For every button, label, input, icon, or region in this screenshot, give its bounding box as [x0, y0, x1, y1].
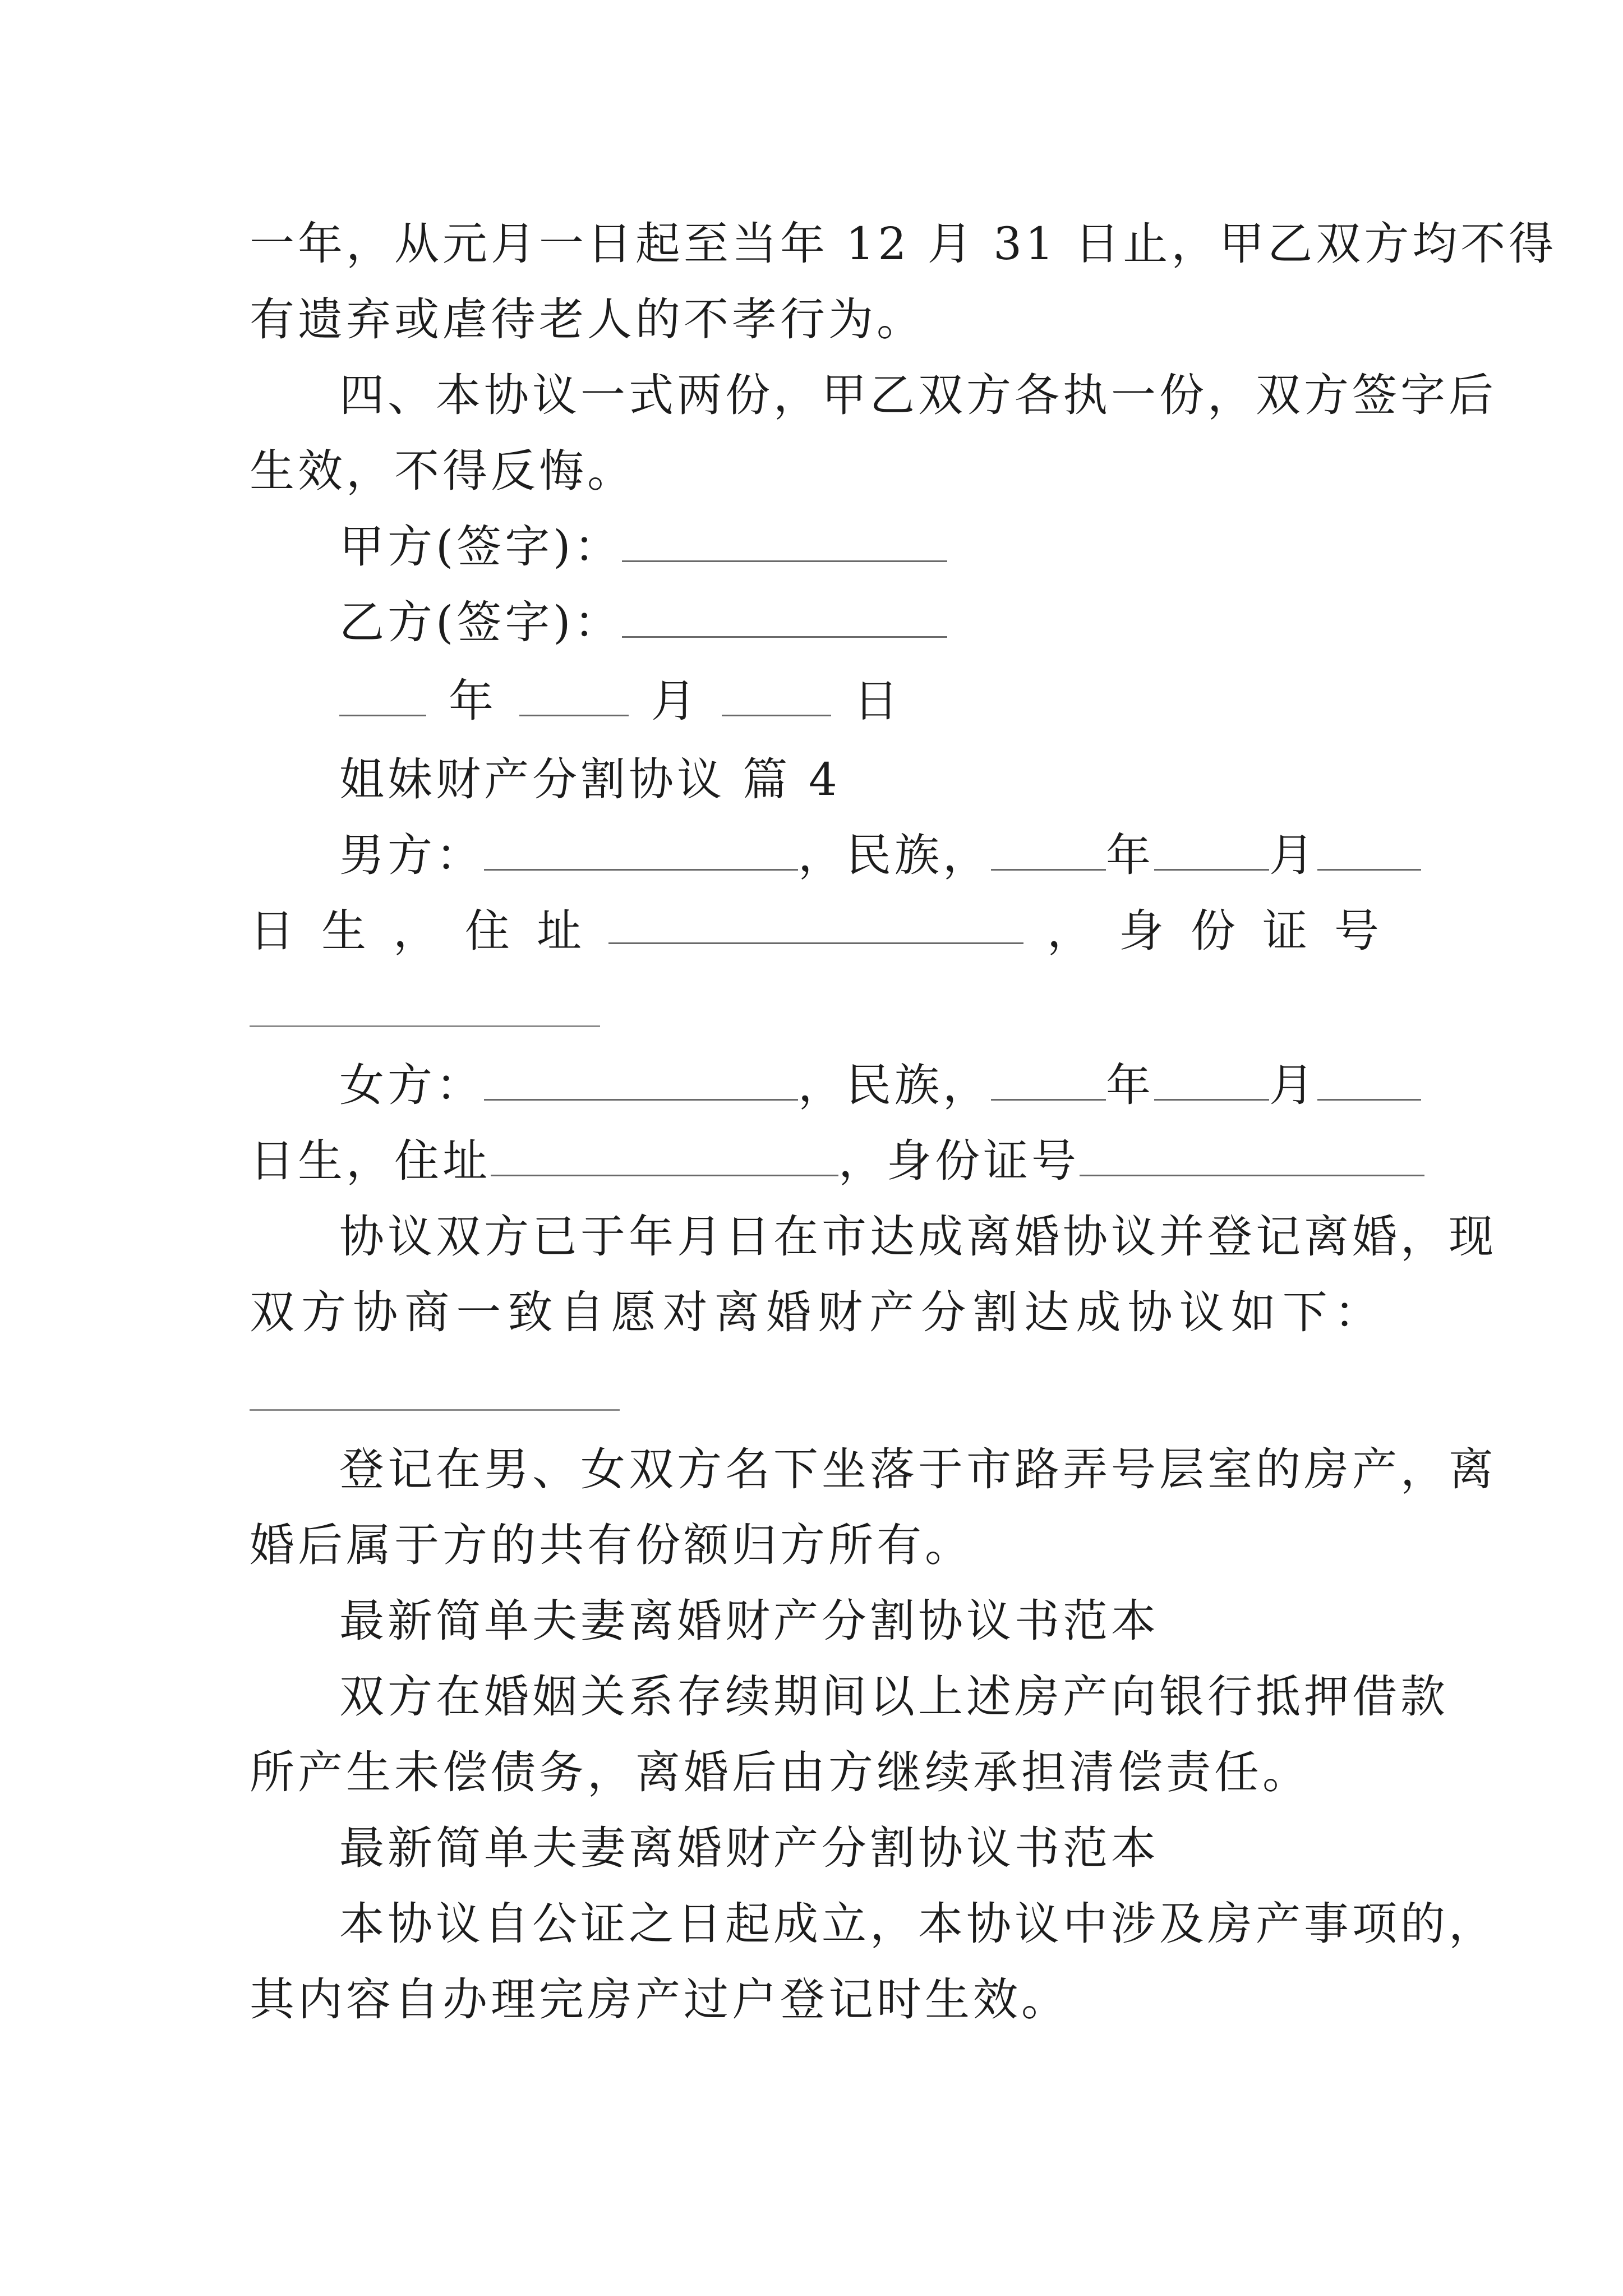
agreement-blank[interactable]: [250, 1409, 620, 1411]
name-blank[interactable]: [484, 1060, 798, 1101]
id-number-blank[interactable]: [250, 1025, 600, 1027]
char: 婚: [766, 1286, 814, 1338]
char: 愿: [611, 1286, 660, 1338]
char: 对: [662, 1286, 711, 1338]
char: 日: [250, 905, 298, 957]
char: 身: [1119, 905, 1167, 957]
char: 如: [1230, 1286, 1279, 1338]
day-blank[interactable]: [1317, 1060, 1421, 1101]
id-number-blank[interactable]: [1080, 1135, 1424, 1176]
month-blank[interactable]: [1154, 830, 1269, 871]
char: 份: [1191, 905, 1239, 957]
female-label: 女方：: [339, 1059, 484, 1111]
text-line: 有遗弃或虐待老人的不孝行为。: [250, 293, 925, 346]
text-line: 四、本协议一式两份，甲乙双方各执一份，双方签字后: [339, 369, 1497, 421]
year-blank[interactable]: [339, 675, 426, 716]
signature-blank[interactable]: [622, 521, 947, 562]
month-label: 月: [1269, 1059, 1317, 1111]
text-line: 双方在婚姻关系存续期间以上述房产向银行抵押借款: [339, 1671, 1449, 1723]
char: 址: [537, 905, 585, 957]
char: 协: [1127, 1286, 1176, 1338]
signature-blank[interactable]: [622, 597, 947, 638]
subtitle: 最新简单夫妻离婚财产分割协议书范本: [339, 1595, 1159, 1647]
date-day-label: 日: [854, 675, 902, 727]
address-blank[interactable]: [491, 1135, 838, 1176]
signature-line-party-b: [339, 595, 1382, 651]
year-label: 年: [1106, 1059, 1154, 1111]
text-line: 婚后属于方的共有份额归方所有。: [250, 1519, 973, 1571]
month-blank[interactable]: [1154, 1060, 1269, 1101]
signature-label: 乙方(签字)：: [339, 596, 623, 648]
char: 达: [1024, 1286, 1073, 1338]
text-line: 本协议自公证之日起成立，本协议中涉及房产事项的，: [339, 1898, 1497, 1950]
char: 致: [508, 1286, 556, 1338]
char: 证: [1262, 905, 1311, 957]
char: 商: [404, 1286, 453, 1338]
ethnic-label: ，民族，: [798, 829, 991, 881]
female-address-line: [250, 1133, 1382, 1189]
male-label: 男方：: [339, 829, 484, 881]
char: ，: [393, 905, 441, 957]
male-address-line: [250, 903, 1382, 959]
signature-line-party-a: [339, 519, 1382, 575]
char: 下: [1282, 1286, 1331, 1338]
char: 分: [921, 1286, 970, 1338]
ethnic-label: ，民族，: [798, 1059, 991, 1111]
subtitle: 最新简单夫妻离婚财产分割协议书范本: [339, 1822, 1159, 1874]
month-blank[interactable]: [519, 675, 629, 716]
text-line: 一年，从元月一日起至当年 12 月 31 日止，甲乙双方均不得: [250, 218, 1557, 270]
born-address-label: 日生，住址: [250, 1135, 491, 1187]
char: 产: [869, 1286, 918, 1338]
name-blank[interactable]: [484, 830, 798, 871]
char: 方: [301, 1286, 350, 1338]
text-line-justified: [250, 1285, 1382, 1341]
year-blank[interactable]: [991, 1060, 1106, 1101]
char: 财: [818, 1286, 866, 1338]
char: 离: [714, 1286, 763, 1338]
year-blank[interactable]: [991, 830, 1106, 871]
section-heading: 姐妹财产分割协议 篇 4: [339, 753, 841, 806]
char: 双: [250, 1286, 298, 1338]
female-party-line: [339, 1057, 1382, 1114]
month-label: 月: [1269, 829, 1317, 881]
text-line: 登记在男、女双方名下坐落于市路弄号层室的房产，离: [339, 1443, 1497, 1496]
char: 住: [465, 905, 513, 957]
char: 号: [1334, 905, 1382, 957]
char: 协: [353, 1286, 402, 1338]
date-month-label: 月: [651, 675, 699, 727]
char: 自: [559, 1286, 608, 1338]
date-year-label: 年: [449, 675, 497, 727]
char: 割: [972, 1286, 1021, 1338]
year-label: 年: [1106, 829, 1154, 881]
text-line: 生效，不得反悔。: [250, 445, 635, 497]
char: 生: [321, 905, 370, 957]
signature-label: 甲方(签字)：: [339, 521, 623, 573]
id-label: ，身份证号: [838, 1135, 1080, 1187]
char: 议: [1179, 1286, 1228, 1338]
male-party-line: [339, 827, 1382, 884]
address-blank[interactable]: [608, 903, 1023, 944]
char: 成: [1076, 1286, 1124, 1338]
text-line: 其内容自办理完房产过户登记时生效。: [250, 1973, 1069, 2026]
char: ，: [1047, 905, 1095, 957]
day-blank[interactable]: [722, 675, 831, 716]
day-blank[interactable]: [1317, 830, 1421, 871]
text-line: 所产生未偿债务，离婚后由方继续承担清偿责任。: [250, 1746, 1311, 1798]
char: ：: [1334, 1286, 1382, 1338]
date-line: [339, 673, 1382, 729]
char: 一: [456, 1286, 505, 1338]
text-line: 协议双方已于年月日在市达成离婚协议并登记离婚，现: [339, 1211, 1497, 1263]
